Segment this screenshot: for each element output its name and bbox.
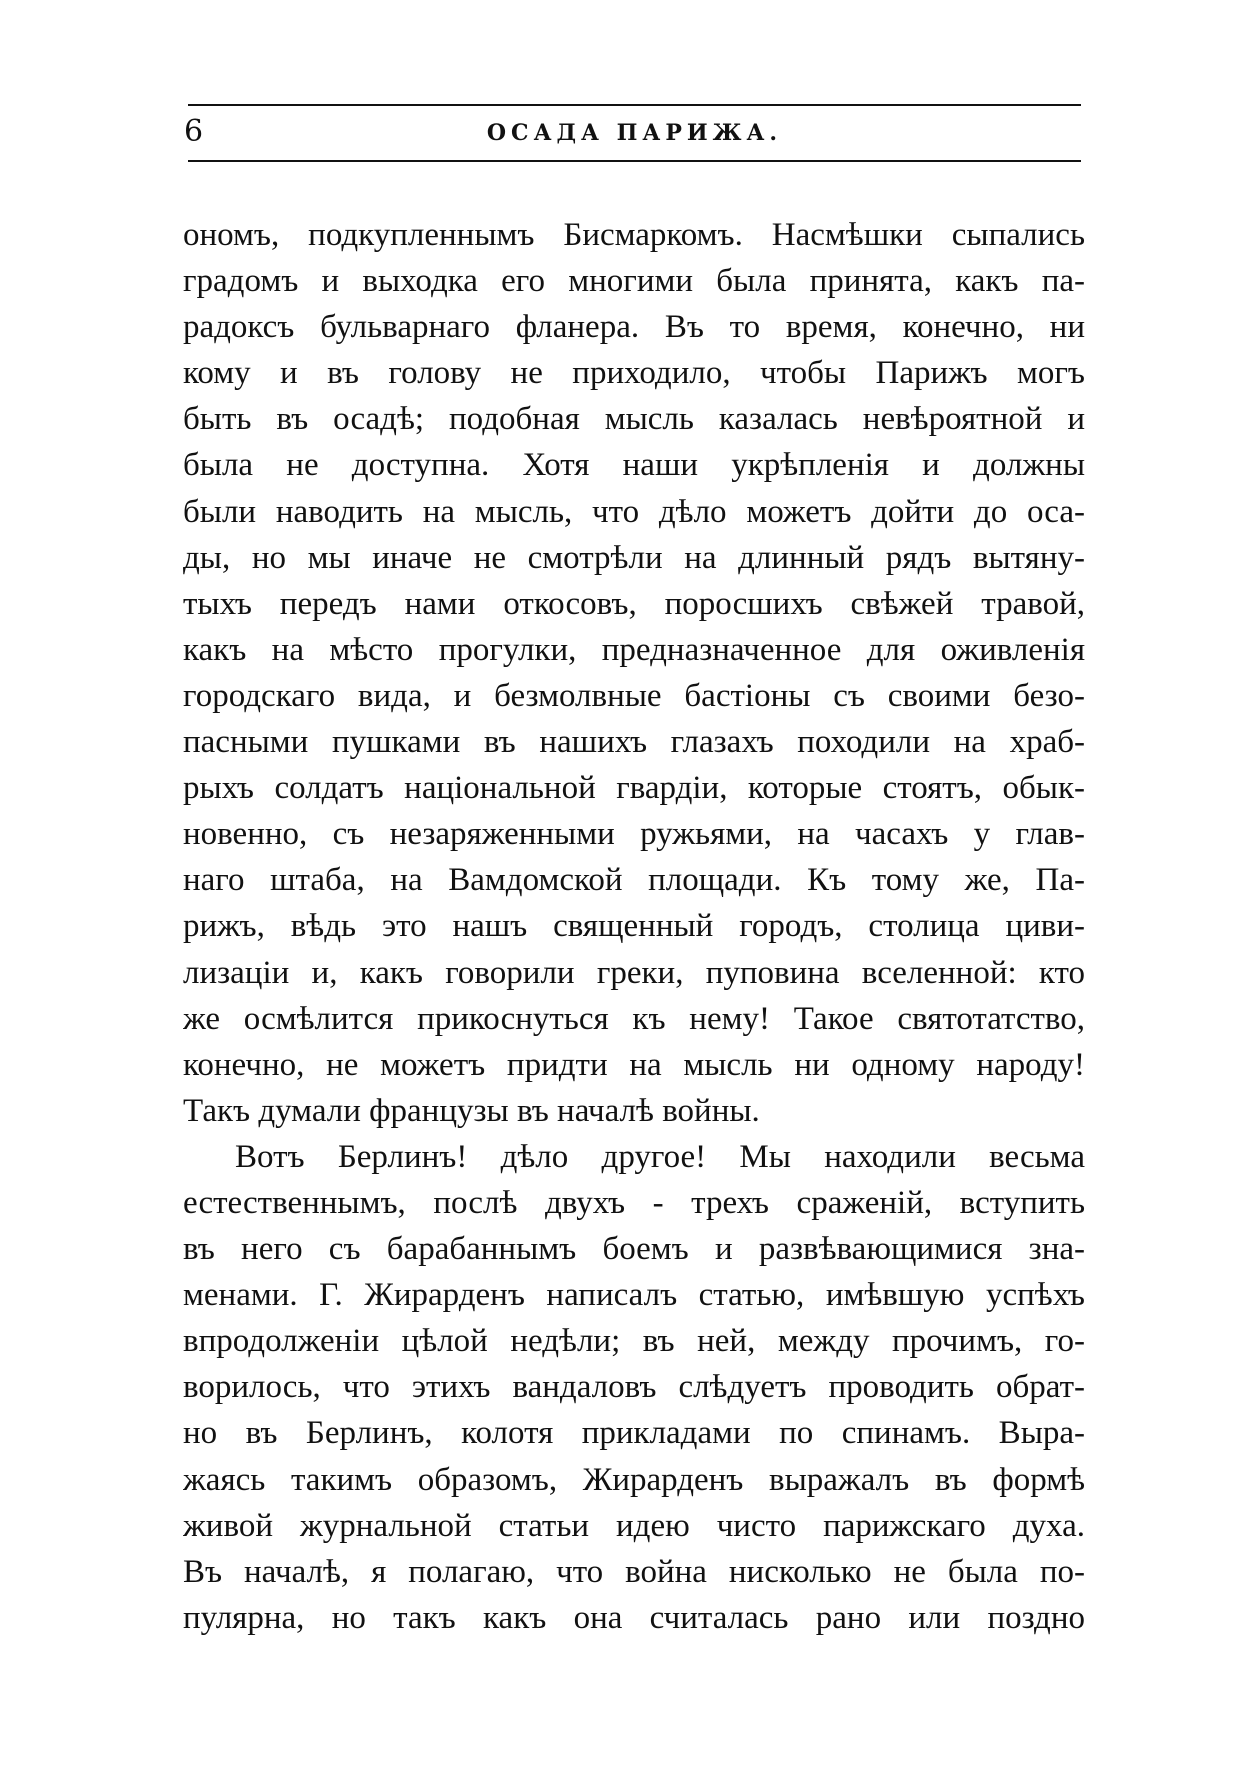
text-line: естественнымъ, послѣ двухъ - трехъ сраженій, вступить (183, 1184, 1085, 1221)
text-line: пасными пушками въ нашихъ глазахъ походили на храб- (183, 724, 1085, 761)
text-line: но въ Берлинъ, колотя прикладами по спинамъ. Выра- (183, 1415, 1085, 1452)
text-line: конечно, не можетъ придти на мысль ни одному народу! (183, 1046, 1085, 1083)
text-line: быть въ осадѣ; подобная мысль казалась невѣроятной и (183, 401, 1085, 438)
paragraph-start-line: Вотъ Берлинъ! дѣло другое! Мы находили весьма (235, 1138, 1085, 1175)
page-number: 6 (184, 114, 204, 149)
text-line: рижъ, вѣдь это нашъ священный городъ, столица циви- (183, 908, 1085, 945)
text-line: кому и въ голову не приходило, чтобы Парижъ могъ (183, 355, 1085, 392)
text-line: лизаціи и, какъ говорили греки, пуповина вселенной: кто (183, 954, 1085, 991)
text-line: радоксъ бульварнаго фланера. Въ то время, конечно, ни (183, 309, 1085, 346)
text-line: городскаго вида, и безмолвные бастіоны съ своими безо- (183, 677, 1085, 714)
text-line: тыхъ передъ нами откосовъ, поросшихъ свѣжей травой, (183, 585, 1085, 622)
body-text (183, 212, 1085, 1641)
paragraph-end-line: Такъ думали французы въ началѣ войны. (183, 1092, 760, 1129)
text-line: живой журнальной статьи идею чисто парижскаго духа. (183, 1507, 1085, 1544)
header-rule-top (188, 104, 1081, 106)
text-line: новенно, съ незаряженными ружьями, на часахъ у глав- (183, 816, 1085, 853)
text-line: менами. Г. Жирарденъ написалъ статью, имѣвшую успѣхъ (183, 1277, 1085, 1314)
text-line: ды, но мы иначе не смотрѣли на длинный рядъ вытяну- (183, 539, 1085, 576)
text-line: градомъ и выходка его многими была принята, какъ па- (183, 263, 1085, 300)
header-rule-bottom (188, 160, 1081, 162)
text-line: ономъ, подкупленнымъ Бисмаркомъ. Насмѣшки сыпались (183, 217, 1085, 253)
text-line: какъ на мѣсто прогулки, предназначенное для оживленія (183, 631, 1085, 668)
text-line: впродолженіи цѣлой недѣли; въ ней, между прочимъ, го- (183, 1323, 1085, 1360)
running-title: ОСАДА ПАРИЖА. (486, 120, 783, 146)
text-line: была не доступна. Хотя наши укрѣпленія и должны (183, 447, 1085, 484)
text-line: рыхъ солдатъ національной гвардіи, которые стоятъ, обык- (183, 770, 1085, 807)
text-line: жаясь такимъ образомъ, Жирарденъ выражалъ въ формѣ (183, 1461, 1085, 1498)
text-line: пулярна, но такъ какъ она считалась рано или поздно (183, 1599, 1085, 1636)
text-line: въ него съ барабаннымъ боемъ и развѣвающимися зна- (183, 1231, 1085, 1268)
text-line: Въ началѣ, я полагаю, что война нисколько не была по- (183, 1553, 1085, 1590)
text-line: были наводить на мысль, что дѣло можетъ дойти до оса- (183, 493, 1085, 530)
text-line: же осмѣлится прикоснуться къ нему! Такое святотатство, (183, 1000, 1085, 1037)
text-line: наго штаба, на Вамдомской площади. Къ тому же, Па- (183, 862, 1085, 899)
text-line: ворилось, что этихъ вандаловъ слѣдуетъ проводить обрат- (183, 1369, 1085, 1406)
